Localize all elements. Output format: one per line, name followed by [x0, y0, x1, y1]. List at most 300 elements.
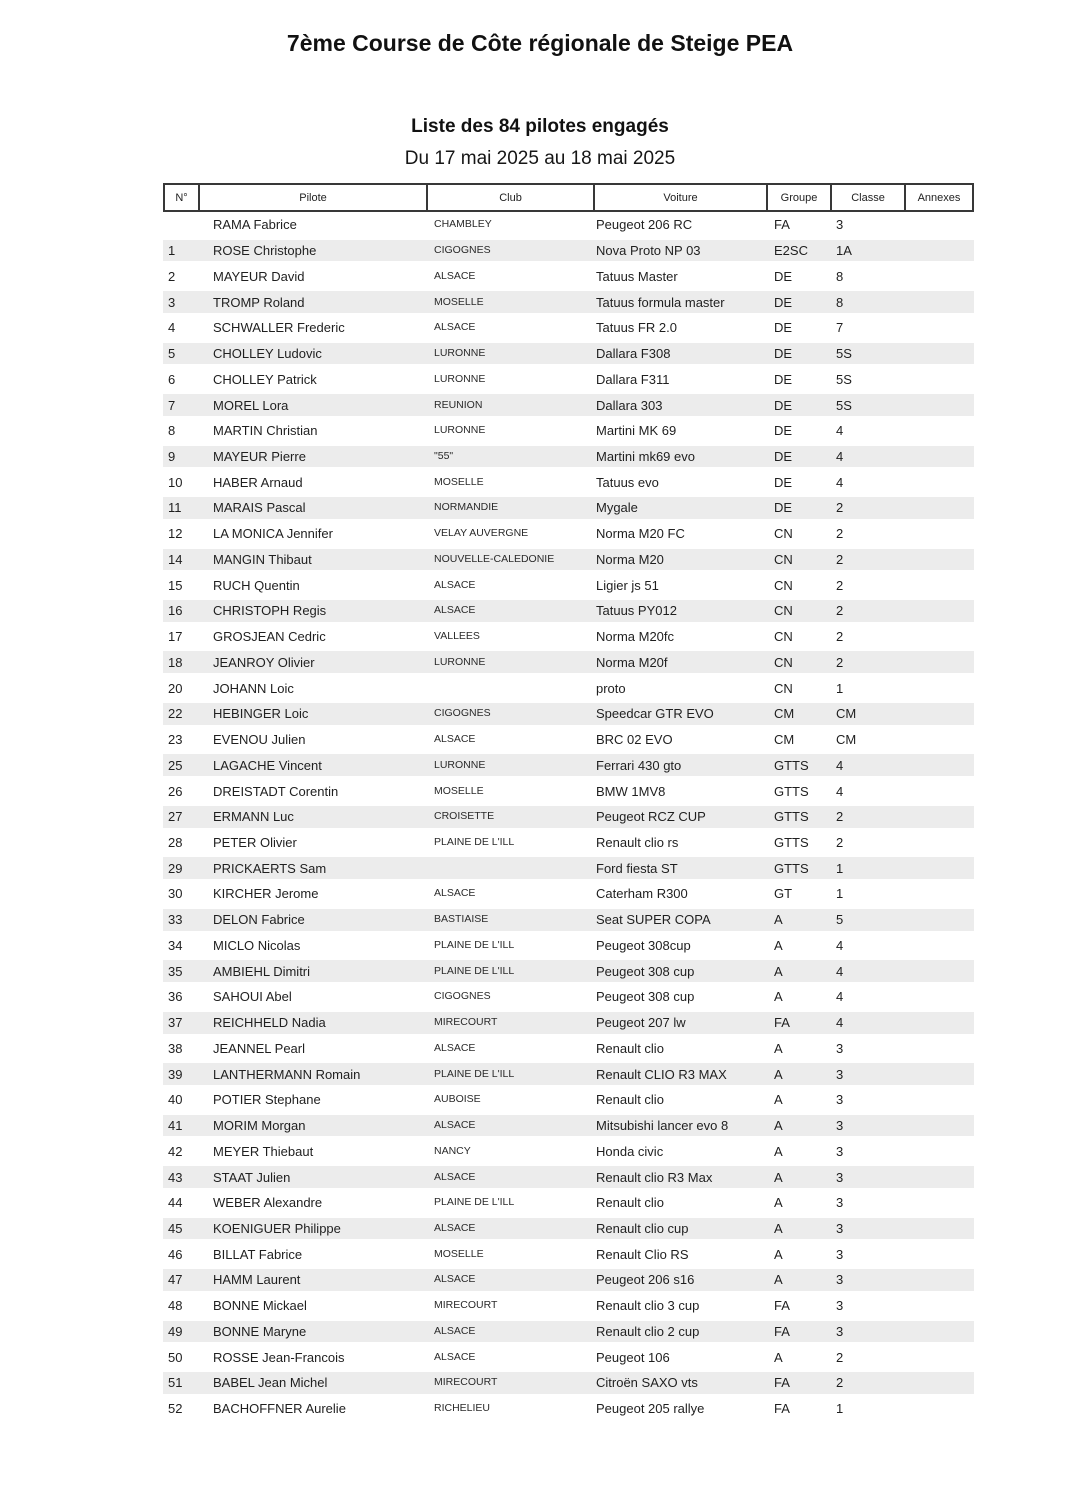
column-header-voiture: Voiture: [595, 185, 768, 210]
cell-groupe: DE: [774, 500, 793, 516]
cell-groupe: GTTS: [774, 809, 809, 825]
cell-classe: 3: [836, 1195, 844, 1211]
cell-classe: 3: [836, 1066, 844, 1082]
cell-club: VALLEES: [434, 630, 480, 643]
cell-pilote: LANTHERMANN Romain: [213, 1066, 361, 1082]
cell-classe: 3: [836, 1118, 844, 1134]
table-row: [163, 1138, 974, 1164]
cell-number: 42: [168, 1143, 183, 1159]
table-row: [163, 238, 974, 264]
column-header-groupe: Groupe: [768, 185, 832, 210]
table-row: [163, 289, 974, 315]
cell-classe: 5: [836, 912, 844, 928]
cell-club: PLAINE DE L'ILL: [434, 1067, 515, 1080]
cell-pilote: POTIER Stephane: [213, 1092, 321, 1108]
cell-groupe: A: [774, 1246, 783, 1262]
table-row: [163, 315, 974, 341]
cell-club: CHAMBLEY: [434, 218, 492, 231]
cell-groupe: GTTS: [774, 757, 809, 773]
cell-groupe: FA: [774, 217, 790, 233]
cell-groupe: DE: [774, 474, 793, 490]
cell-voiture: Tatuus FR 2.0: [596, 320, 677, 336]
cell-voiture: Peugeot 308 cup: [596, 989, 695, 1005]
cell-pilote: MANGIN Thibaut: [213, 551, 312, 567]
cell-groupe: A: [774, 1143, 783, 1159]
event-date-range: Du 17 mai 2025 au 18 mai 2025: [404, 148, 676, 169]
table-row: [163, 418, 974, 444]
cell-classe: 1A: [836, 243, 852, 259]
table-row: [163, 1190, 974, 1216]
cell-voiture: Norma M20: [596, 551, 664, 567]
table-row: [163, 469, 974, 495]
cell-classe: 1: [836, 1401, 844, 1417]
cell-pilote: BONNE Maryne: [213, 1323, 307, 1339]
cell-classe: 1: [836, 886, 844, 902]
table-row: [163, 984, 974, 1010]
cell-groupe: A: [774, 1040, 783, 1056]
cell-number: 35: [168, 963, 183, 979]
cell-groupe: FA: [774, 1298, 790, 1314]
cell-voiture: Speedcar GTR EVO: [596, 706, 714, 722]
cell-classe: 3: [836, 1092, 844, 1108]
cell-pilote: RAMA Fabrice: [213, 217, 297, 233]
cell-pilote: MARAIS Pascal: [213, 500, 306, 516]
cell-groupe: CN: [774, 629, 793, 645]
cell-voiture: Citroën SAXO vts: [596, 1375, 698, 1391]
cell-classe: CM: [836, 706, 857, 722]
cell-number: 33: [168, 912, 183, 928]
cell-groupe: FA: [774, 1015, 790, 1031]
cell-voiture: Renault clio 2 cup: [596, 1323, 700, 1339]
cell-voiture: Mygale: [596, 500, 638, 516]
table-row: [163, 521, 974, 547]
table-row: [163, 598, 974, 624]
cell-groupe: GTTS: [774, 860, 809, 876]
cell-groupe: GTTS: [774, 783, 809, 799]
cell-number: 1: [168, 243, 176, 259]
cell-pilote: ERMANN Luc: [213, 809, 294, 825]
table-row: [163, 881, 974, 907]
cell-pilote: PETER Olivier: [213, 834, 297, 850]
cell-voiture: Norma M20f: [596, 654, 668, 670]
table-row: [163, 1241, 974, 1267]
cell-pilote: BACHOFFNER Aurelie: [213, 1401, 346, 1417]
table-row: [163, 1164, 974, 1190]
cell-groupe: CN: [774, 526, 793, 542]
cell-club: MOSELLE: [434, 295, 484, 308]
cell-groupe: A: [774, 963, 783, 979]
cell-number: 51: [168, 1375, 183, 1391]
cell-number: 8: [168, 423, 176, 439]
cell-groupe: A: [774, 1118, 783, 1134]
cell-voiture: Renault clio cup: [596, 1221, 689, 1236]
cell-voiture: Peugeot 205 rallye: [596, 1401, 705, 1417]
cell-voiture: BRC 02 EVO: [596, 732, 673, 748]
cell-classe: 4: [836, 989, 844, 1005]
cell-club: MOSELLE: [434, 475, 484, 488]
table-row: [163, 547, 974, 573]
cell-number: 14: [168, 551, 183, 567]
table-row: [163, 1396, 974, 1422]
cell-pilote: JEANROY Olivier: [213, 654, 315, 670]
table-row: [163, 1010, 974, 1036]
cell-pilote: CHRISTOPH Regis: [213, 603, 327, 619]
cell-pilote: MEYER Thiebaut: [213, 1143, 314, 1159]
cell-club: LURONNE: [434, 424, 486, 437]
cell-voiture: Renault clio 3 cup: [596, 1298, 700, 1314]
column-header-number: N°: [165, 185, 200, 210]
cell-club: CIGOGNES: [434, 707, 491, 720]
table-row: [163, 366, 974, 392]
cell-number: 39: [168, 1066, 183, 1082]
cell-pilote: HABER Arnaud: [213, 474, 303, 490]
cell-classe: 3: [836, 217, 844, 233]
cell-club: LURONNE: [434, 655, 486, 668]
cell-club: BASTIAISE: [434, 913, 489, 926]
cell-number: 18: [168, 654, 183, 670]
cell-classe: 2: [836, 551, 844, 567]
cell-number: 44: [168, 1195, 183, 1211]
cell-classe: 3: [836, 1143, 844, 1159]
cell-club: ALSACE: [434, 578, 476, 591]
table-row: [163, 1293, 974, 1319]
cell-voiture: Norma M20 FC: [596, 526, 685, 542]
cell-number: 4: [168, 320, 176, 336]
cell-groupe: A: [774, 1349, 783, 1365]
cell-pilote: SAHOUI Abel: [213, 989, 292, 1005]
cell-classe: 2: [836, 834, 844, 850]
cell-classe: 4: [836, 963, 844, 979]
cell-club: LURONNE: [434, 372, 486, 385]
table-row: [163, 804, 974, 830]
table-row: [163, 444, 974, 470]
cell-voiture: Caterham R300: [596, 886, 688, 902]
cell-groupe: GTTS: [774, 834, 809, 850]
cell-number: 40: [168, 1092, 183, 1108]
cell-club: LURONNE: [434, 347, 486, 360]
table-header-row: [163, 183, 974, 212]
cell-club: ALSACE: [434, 604, 476, 617]
cell-classe: CM: [836, 732, 857, 748]
table-row: [163, 1267, 974, 1293]
cell-pilote: LA MONICA Jennifer: [213, 526, 333, 542]
cell-groupe: DE: [774, 346, 793, 362]
cell-voiture: Nova Proto NP 03: [596, 243, 701, 259]
table-row: [163, 624, 974, 650]
cell-classe: 3: [836, 1169, 844, 1185]
cell-pilote: HAMM Laurent: [213, 1272, 301, 1288]
cell-club: CIGOGNES: [434, 990, 491, 1003]
cell-number: 36: [168, 989, 183, 1005]
cell-number: 30: [168, 886, 183, 902]
cell-club: ALSACE: [434, 1324, 476, 1337]
cell-classe: 4: [836, 1015, 844, 1031]
table-row: [163, 263, 974, 289]
cell-groupe: A: [774, 912, 783, 928]
cell-club: ALSACE: [434, 887, 476, 900]
cell-number: 43: [168, 1169, 183, 1185]
cell-pilote: AMBIEHL Dimitri: [213, 963, 311, 979]
cell-pilote: TROMP Roland: [213, 294, 305, 310]
cell-classe: 4: [836, 783, 844, 799]
table-row: [163, 1087, 974, 1113]
cell-groupe: A: [774, 1066, 783, 1082]
table-row: [163, 1370, 974, 1396]
cell-club: "55": [434, 449, 454, 462]
cell-club: ALSACE: [434, 1041, 476, 1054]
cell-number: 17: [168, 629, 183, 645]
column-header-annexes: Annexes: [917, 191, 961, 204]
cell-club: NOUVELLE-CALEDONIE: [434, 552, 555, 565]
table-row: [163, 1216, 974, 1242]
cell-voiture: Honda civic: [596, 1143, 664, 1159]
cell-voiture: Mitsubishi lancer evo 8: [596, 1118, 729, 1134]
cell-number: 23: [168, 732, 183, 748]
cell-voiture: Peugeot RCZ CUP: [596, 809, 706, 825]
cell-number: 46: [168, 1246, 183, 1262]
cell-number: 7: [168, 397, 176, 413]
cell-voiture: Martini mk69 evo: [596, 448, 695, 464]
cell-classe: 2: [836, 1349, 844, 1365]
table-row: [163, 1319, 974, 1345]
cell-club: NORMANDIE: [434, 501, 499, 514]
cell-pilote: SCHWALLER Frederic: [213, 320, 345, 336]
cell-voiture: Dallara 303: [596, 397, 663, 413]
cell-pilote: MORIM Morgan: [213, 1118, 306, 1134]
cell-classe: 2: [836, 603, 844, 619]
cell-groupe: A: [774, 937, 783, 953]
cell-number: 11: [168, 500, 182, 516]
cell-classe: 2: [836, 809, 844, 825]
cell-classe: 3: [836, 1221, 844, 1236]
cell-number: 50: [168, 1349, 183, 1365]
cell-club: MIRECOURT: [434, 1016, 498, 1029]
cell-club: PLAINE DE L'ILL: [434, 964, 515, 977]
cell-classe: 7: [836, 320, 844, 336]
cell-pilote: ROSE Christophe: [213, 243, 317, 259]
cell-groupe: CN: [774, 577, 793, 593]
cell-classe: 3: [836, 1298, 844, 1314]
cell-club: AUBOISE: [434, 1093, 481, 1106]
table-row: [163, 495, 974, 521]
cell-voiture: Renault clio rs: [596, 834, 679, 850]
cell-pilote: MAYEUR Pierre: [213, 448, 306, 464]
cell-number: 45: [168, 1221, 183, 1236]
cell-number: 2: [168, 268, 176, 284]
cell-classe: 3: [836, 1323, 844, 1339]
cell-classe: 2: [836, 654, 844, 670]
cell-voiture: Peugeot 206 RC: [596, 217, 693, 233]
cell-pilote: ROSSE Jean-Francois: [213, 1349, 345, 1365]
cell-voiture: Tatuus PY012: [596, 603, 677, 619]
cell-pilote: RUCH Quentin: [213, 577, 300, 593]
cell-pilote: KOENIGUER Philippe: [213, 1221, 341, 1236]
table-row: [163, 778, 974, 804]
pilots-table: [163, 183, 974, 1422]
cell-pilote: BILLAT Fabrice: [213, 1246, 303, 1262]
cell-voiture: Renault clio: [596, 1195, 664, 1211]
cell-classe: 4: [836, 937, 844, 953]
cell-voiture: Peugeot 308cup: [596, 937, 691, 953]
table-row: [163, 1113, 974, 1139]
cell-club: ALSACE: [434, 269, 476, 282]
cell-pilote: GROSJEAN Cedric: [213, 629, 326, 645]
table-row: [163, 1344, 974, 1370]
cell-number: 29: [168, 860, 183, 876]
cell-voiture: Ford fiesta ST: [596, 860, 678, 876]
column-header-pilote: Pilote: [200, 185, 428, 210]
cell-groupe: DE: [774, 397, 793, 413]
cell-classe: 2: [836, 526, 844, 542]
cell-number: 12: [168, 526, 183, 542]
table-row: [163, 855, 974, 881]
cell-voiture: Renault CLIO R3 MAX: [596, 1066, 727, 1082]
cell-groupe: A: [774, 989, 783, 1005]
cell-groupe: CM: [774, 732, 795, 748]
cell-voiture: Renault clio: [596, 1092, 664, 1108]
cell-classe: 4: [836, 474, 844, 490]
cell-pilote: BABEL Jean Michel: [213, 1375, 328, 1391]
cell-classe: 3: [836, 1040, 844, 1056]
cell-classe: 4: [836, 448, 844, 464]
cell-number: 26: [168, 783, 183, 799]
cell-number: 16: [168, 603, 183, 619]
cell-classe: 5S: [836, 371, 852, 387]
table-row: [163, 727, 974, 753]
cell-classe: 8: [836, 294, 844, 310]
cell-pilote: JOHANN Loic: [213, 680, 294, 696]
cell-groupe: FA: [774, 1375, 790, 1391]
cell-pilote: REICHHELD Nadia: [213, 1015, 326, 1031]
cell-number: 20: [168, 680, 183, 696]
cell-club: ALSACE: [434, 1350, 476, 1363]
cell-pilote: EVENOU Julien: [213, 732, 306, 748]
cell-groupe: DE: [774, 423, 793, 439]
cell-number: 47: [168, 1272, 183, 1288]
cell-classe: 2: [836, 500, 844, 516]
cell-club: CIGOGNES: [434, 244, 491, 257]
cell-groupe: CN: [774, 654, 793, 670]
table-row: [163, 958, 974, 984]
table-row: [163, 1036, 974, 1062]
cell-voiture: Norma M20fc: [596, 629, 675, 645]
table-row: [163, 830, 974, 856]
cell-classe: 5S: [836, 397, 852, 413]
cell-number: 10: [168, 474, 183, 490]
cell-voiture: Renault Clio RS: [596, 1246, 689, 1262]
cell-number: 15: [168, 577, 183, 593]
cell-club: VELAY AUVERGNE: [434, 527, 529, 540]
cell-club: RICHELIEU: [434, 1402, 491, 1415]
cell-voiture: Tatuus formula master: [596, 294, 725, 310]
page-title: 7ème Course de Côte régionale de Steige PEA: [286, 30, 794, 56]
cell-club: ALSACE: [434, 733, 476, 746]
cell-pilote: HEBINGER Loic: [213, 706, 309, 722]
table-row: [163, 1061, 974, 1087]
cell-groupe: GT: [774, 886, 793, 902]
cell-groupe: DE: [774, 294, 793, 310]
cell-club: NANCY: [434, 1144, 471, 1157]
cell-club: PLAINE DE L'ILL: [434, 1196, 515, 1209]
column-header-classe: Classe: [832, 185, 906, 210]
cell-pilote: PRICKAERTS Sam: [213, 860, 327, 876]
cell-voiture: Renault clio: [596, 1040, 664, 1056]
table-row: [163, 392, 974, 418]
cell-groupe: DE: [774, 320, 793, 336]
cell-pilote: DREISTADT Corentin: [213, 783, 339, 799]
table-row: [163, 212, 974, 238]
cell-club: MOSELLE: [434, 1247, 484, 1260]
table-row: [163, 649, 974, 675]
cell-groupe: DE: [774, 268, 793, 284]
cell-classe: 2: [836, 1375, 844, 1391]
cell-voiture: proto: [596, 680, 626, 696]
cell-number: 5: [168, 346, 176, 362]
cell-pilote: DELON Fabrice: [213, 912, 305, 928]
cell-club: PLAINE DE L'ILL: [434, 938, 515, 951]
cell-classe: 1: [836, 680, 844, 696]
cell-club: LURONNE: [434, 758, 486, 771]
cell-pilote: KIRCHER Jerome: [213, 886, 319, 902]
cell-pilote: WEBER Alexandre: [213, 1195, 323, 1211]
cell-classe: 2: [836, 629, 844, 645]
cell-groupe: DE: [774, 448, 793, 464]
table-row: [163, 907, 974, 933]
cell-classe: 4: [836, 423, 844, 439]
cell-number: 52: [168, 1401, 183, 1417]
cell-voiture: Peugeot 207 lw: [596, 1015, 686, 1031]
table-row: [163, 572, 974, 598]
cell-club: MOSELLE: [434, 784, 484, 797]
cell-number: 41: [168, 1118, 183, 1134]
cell-number: 37: [168, 1015, 183, 1031]
cell-club: ALSACE: [434, 321, 476, 334]
cell-pilote: MAYEUR David: [213, 268, 305, 284]
cell-pilote: MICLO Nicolas: [213, 937, 301, 953]
cell-groupe: A: [774, 1169, 783, 1185]
cell-number: 27: [168, 809, 183, 825]
cell-club: MIRECOURT: [434, 1376, 498, 1389]
cell-groupe: CN: [774, 603, 793, 619]
cell-pilote: MARTIN Christian: [213, 423, 318, 439]
cell-classe: 4: [836, 757, 844, 773]
table-row: [163, 341, 974, 367]
cell-club: ALSACE: [434, 1273, 476, 1286]
table-row: [163, 701, 974, 727]
column-header-club: Club: [428, 185, 595, 210]
cell-voiture: Tatuus evo: [596, 474, 659, 490]
cell-voiture: Seat SUPER COPA: [596, 912, 711, 928]
cell-groupe: E2SC: [774, 243, 808, 259]
cell-groupe: A: [774, 1195, 783, 1211]
cell-pilote: BONNE Mickael: [213, 1298, 307, 1314]
cell-club: REUNION: [434, 398, 483, 411]
cell-classe: 2: [836, 577, 844, 593]
cell-pilote: JEANNEL Pearl: [213, 1040, 305, 1056]
cell-voiture: Peugeot 308 cup: [596, 963, 695, 979]
cell-pilote: MOREL Lora: [213, 397, 289, 413]
entry-list-heading: Liste des 84 pilotes engagés: [411, 116, 669, 137]
cell-voiture: Dallara F311: [596, 371, 670, 387]
cell-number: 22: [168, 706, 183, 722]
cell-voiture: BMW 1MV8: [596, 783, 666, 799]
cell-club: CROISETTE: [434, 810, 495, 823]
cell-pilote: CHOLLEY Ludovic: [213, 346, 322, 362]
cell-club: ALSACE: [434, 1222, 476, 1234]
cell-groupe: A: [774, 1092, 783, 1108]
cell-classe: 8: [836, 268, 844, 284]
cell-voiture: Dallara F308: [596, 346, 671, 362]
